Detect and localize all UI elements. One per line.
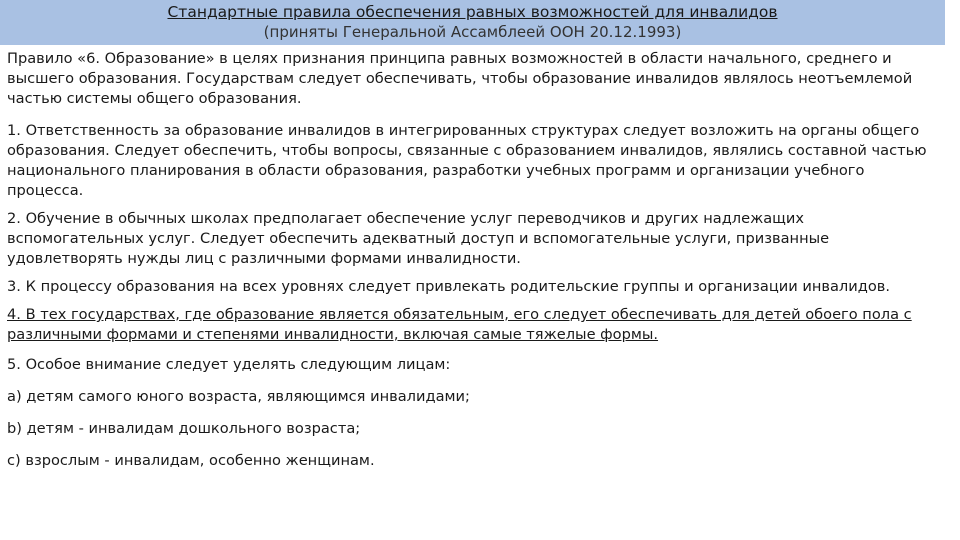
paragraph-intro: Правило «6. Образование» в целях признания принципа равных возможностей в области начального, среднего и высшего образования. Государствам следует обеспечивать, чтобы образование инвалидов являлось неотъемлемой частью системы общего образования. xyxy=(7,50,913,107)
paragraph-1: 1. Ответственность за образование инвалидов в интегрированных структурах следует возложить на органы общего образования. Следует обеспечить, чтобы вопросы, связанные с образованием инвалидов, являлись составной частью национального планирования в области образования, разработки учебных программ и организации учебного процесса. xyxy=(7,122,927,199)
list-item-c: c) взрослым - инвалидам, особенно женщинам. xyxy=(7,452,375,469)
list-item-a: a) детям самого юного возраста, являющимся инвалидами; xyxy=(7,388,470,405)
title-banner xyxy=(0,0,945,45)
list-item-b: b) детям - инвалидам дошкольного возраста; xyxy=(7,420,361,437)
page-subtitle: (приняты Генеральной Ассамблеей ООН 20.12.1993) xyxy=(263,23,682,41)
document-body xyxy=(7,49,942,479)
paragraph-3: 3. К процессу образования на всех уровнях следует привлекать родительские группы и организации инвалидов. xyxy=(7,278,891,295)
paragraph-2: 2. Обучение в обычных школах предполагает обеспечение услуг переводчиков и других надлежащих вспомогательных услуг. Следует обеспечить адекватный доступ и вспомогательные услуги, призванные удовлетворять нужды лиц с различными формами инвалидности. xyxy=(7,210,830,267)
page-title: Стандартные правила обеспечения равных возможностей для инвалидов xyxy=(167,3,778,21)
paragraph-4: 4. В тех государствах, где образование является обязательным, его следует обеспечивать для детей обоего пола с различными формами и степенями инвалидности, включая самые тяжелые формы. xyxy=(7,306,912,343)
paragraph-5: 5. Особое внимание следует уделять следующим лицам: xyxy=(7,356,451,373)
